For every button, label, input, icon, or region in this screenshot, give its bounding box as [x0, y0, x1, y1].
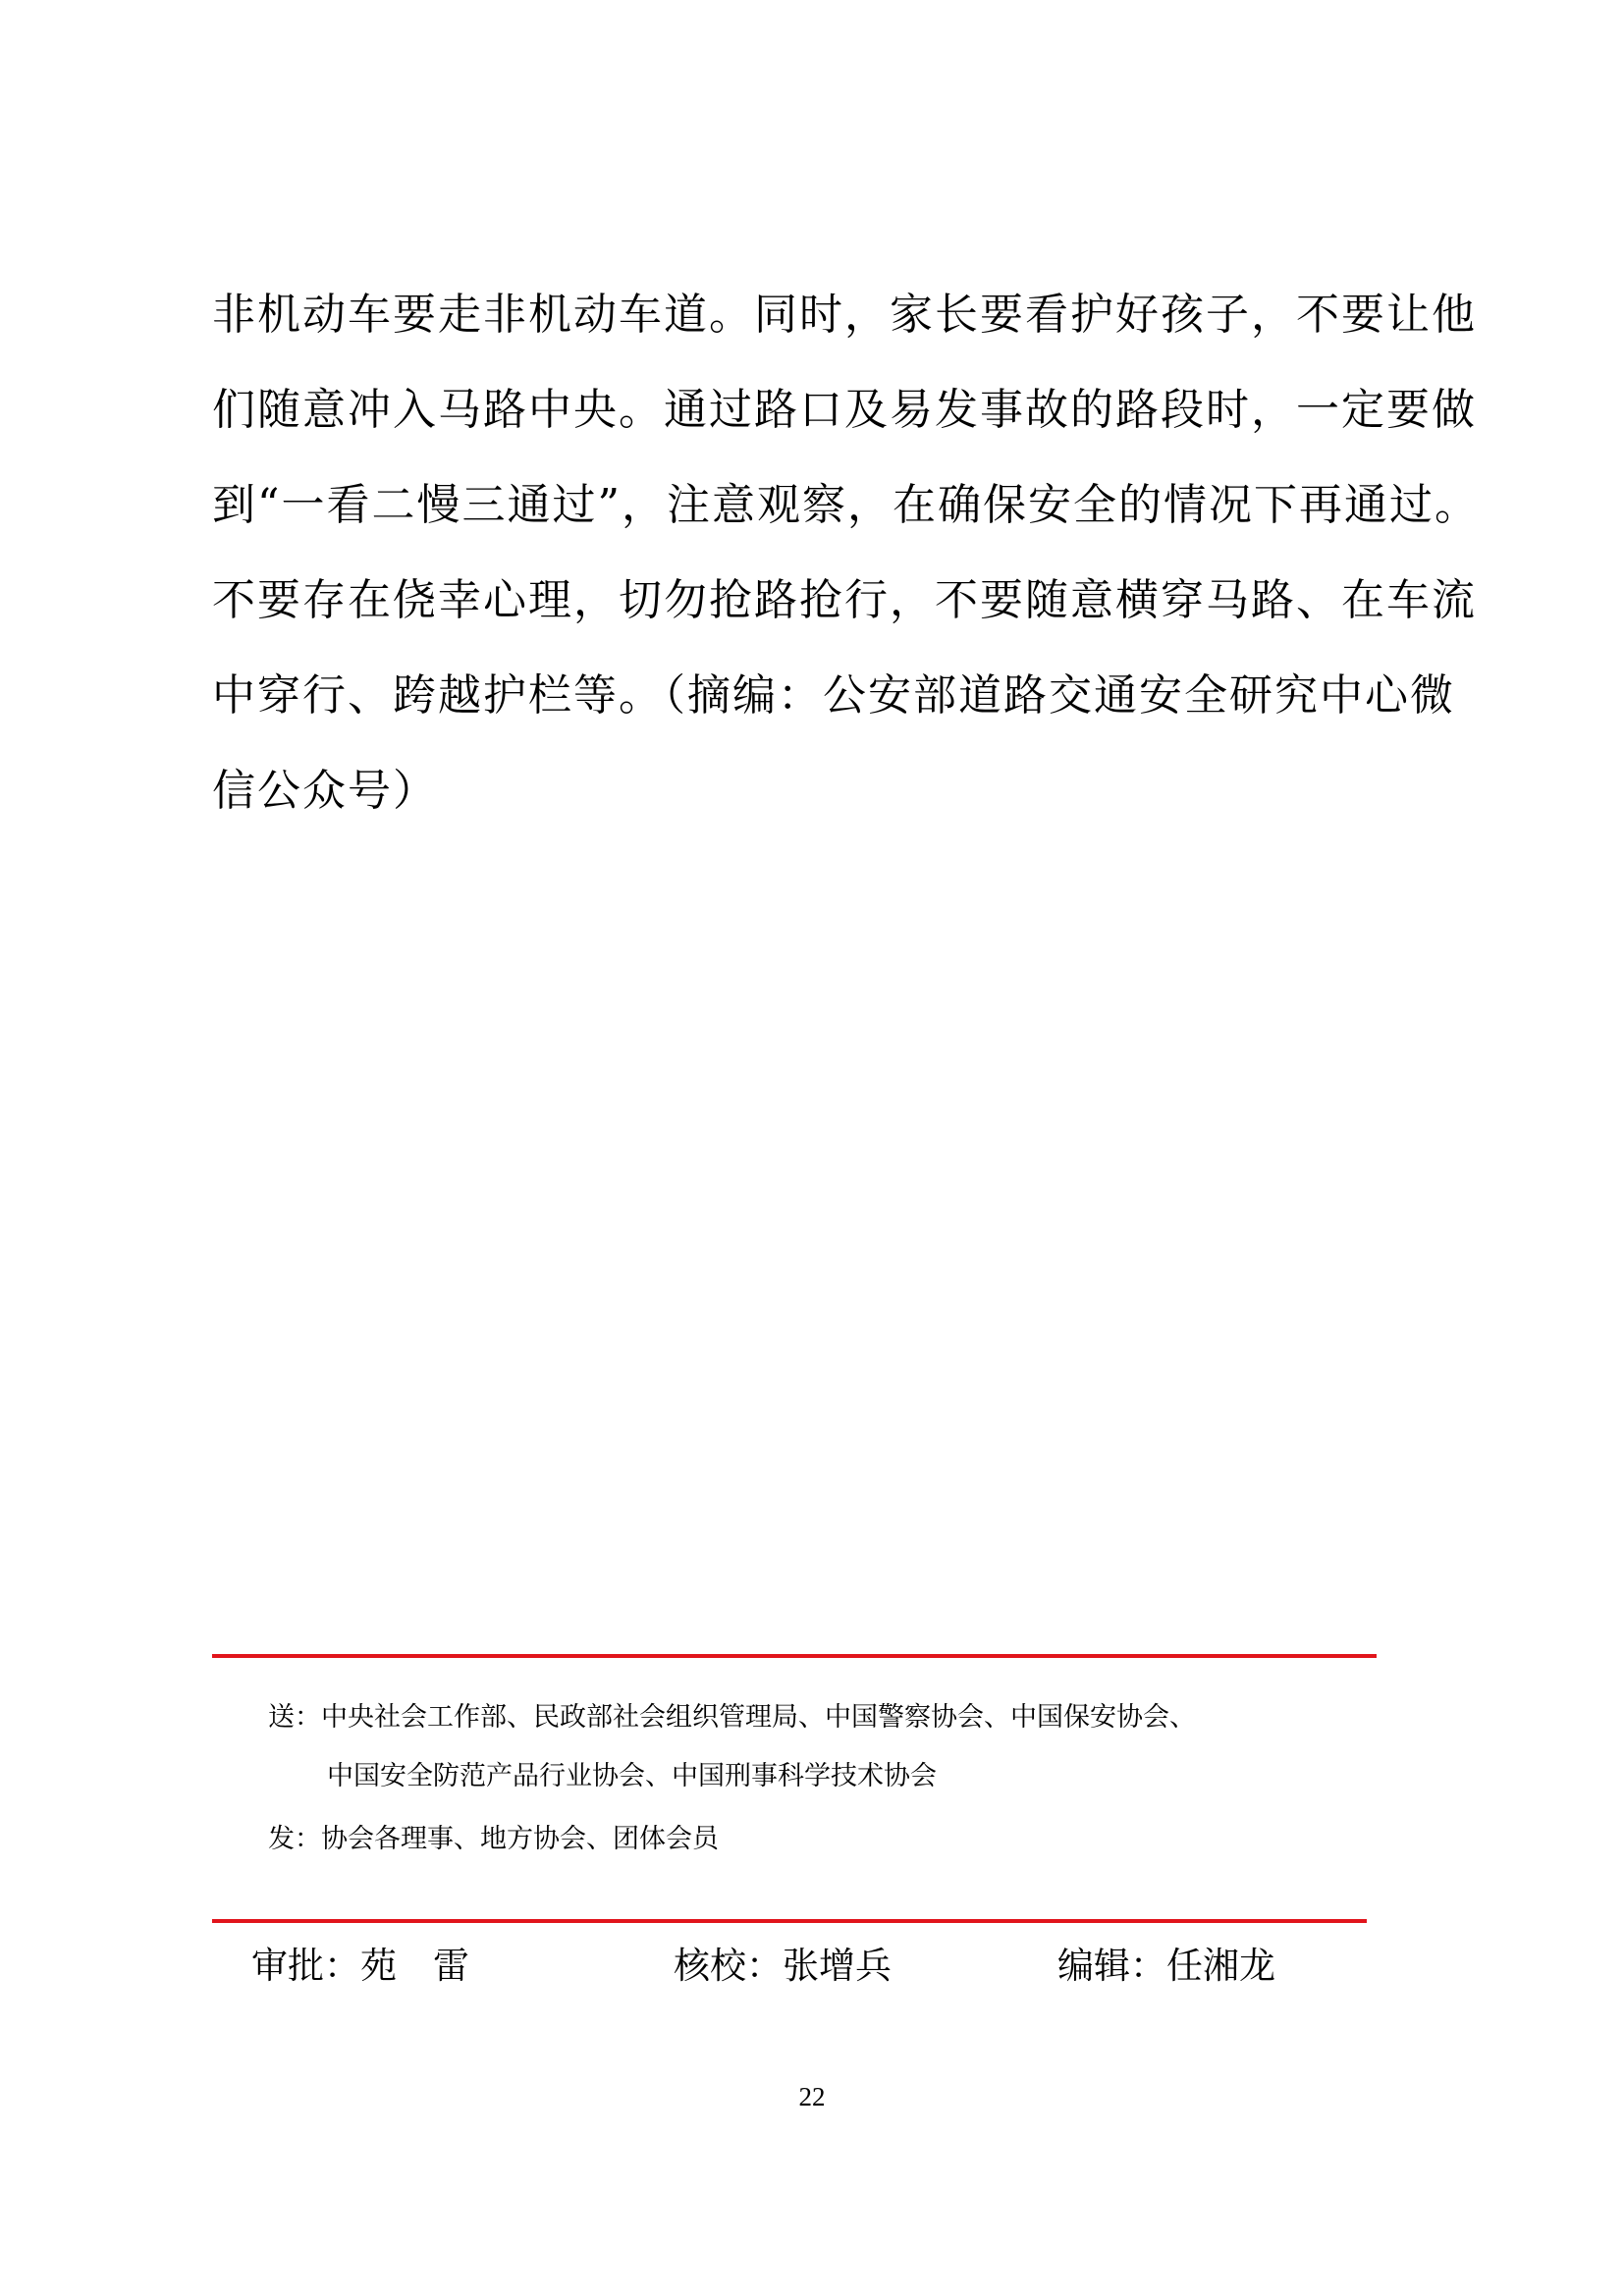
proofreader-signoff: 核校：张增兵 — [674, 1945, 892, 1987]
body-line-2: 们随意冲入马路中央。通过路口及易发事故的路段时，一定要做 — [212, 385, 1477, 435]
body-paragraph — [212, 267, 1480, 838]
body-line-4: 不要存在侥幸心理，切勿抢路抢行，不要随意横穿马路、在车流 — [212, 575, 1477, 625]
issue-to-line: 发：协会各理事、地方协会、团体会员 — [268, 1824, 719, 1854]
body-line-5: 中穿行、跨越护栏等。（摘编：公安部道路交通安全研究中心微 — [212, 670, 1455, 721]
send-to-line-2: 中国安全防范产品行业协会、中国刑事科学技术协会 — [327, 1761, 937, 1791]
body-line-3: 到“一看二慢三通过”，注意观察，在确保安全的情况下再通过。 — [212, 480, 1480, 530]
top-red-divider — [212, 1654, 1377, 1658]
bottom-red-divider — [212, 1919, 1367, 1923]
editor-signoff: 编辑：任湘龙 — [1057, 1945, 1275, 1987]
send-to-line-1: 送：中央社会工作部、民政部社会组织管理局、中国警察协会、中国保安协会、 — [268, 1702, 1196, 1733]
approver-signoff: 审批：苑 雷 — [251, 1945, 469, 1987]
body-line-1: 非机动车要走非机动车道。同时，家长要看护好孩子，不要让他 — [212, 290, 1477, 340]
page-number: 22 — [798, 2082, 826, 2111]
body-line-6: 信公众号） — [212, 766, 438, 816]
